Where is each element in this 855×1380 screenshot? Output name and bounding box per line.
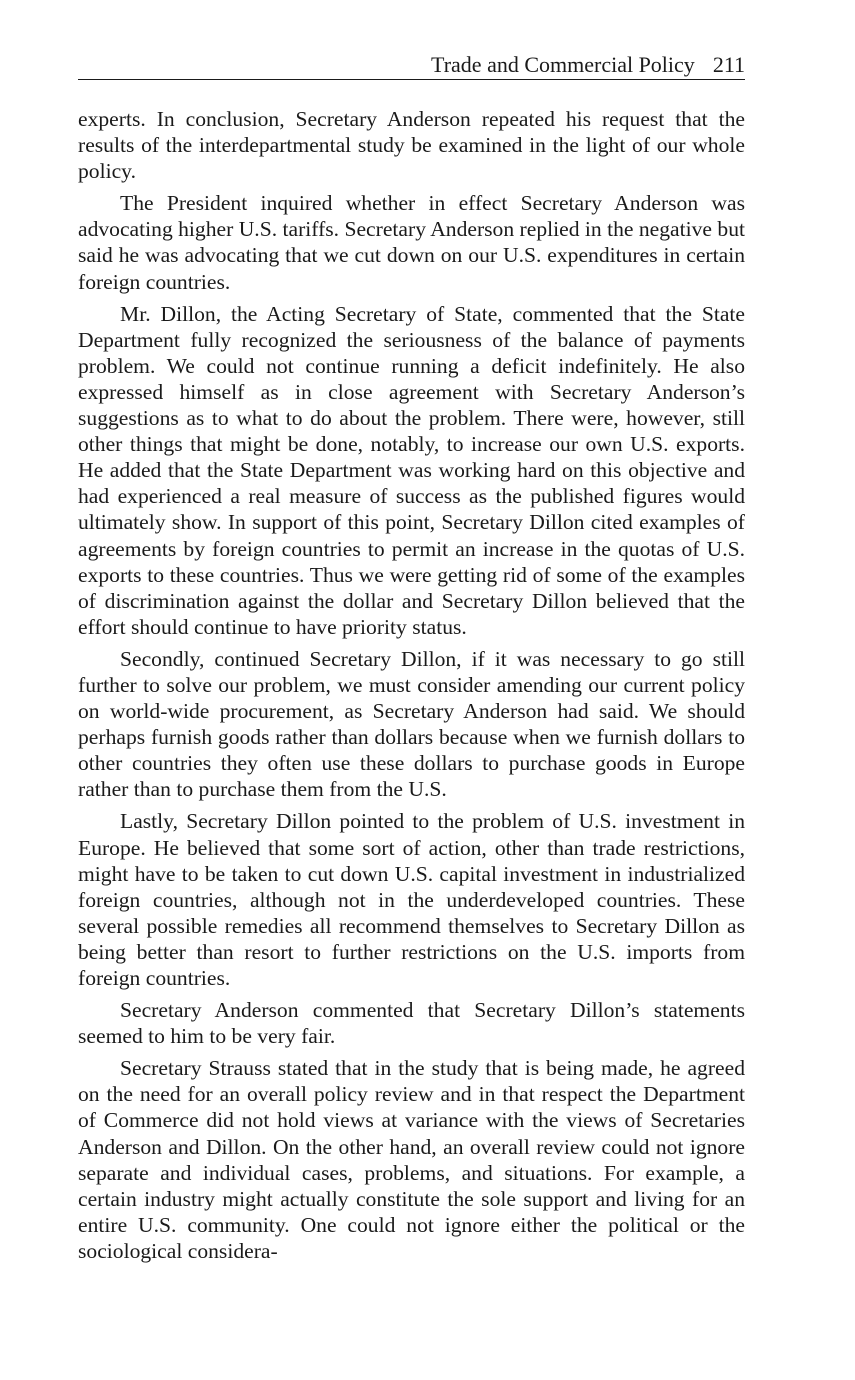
paragraph-dillon-investment: Lastly, Secretary Dillon pointed to the problem of U.S. investment in Europe. He believed that some sort of action, other than trade restrictions, might have to be taken to cut down U.S. capital investment in industrialized foreign countries, although not in the underdeveloped countries. These several possible remedies all recommend themselves to Secretary Dillon as being better than resort to further restrictions on the U.S. imports from foreign countries.: [78, 809, 745, 990]
paragraph-anderson-comment: Secretary Anderson commented that Secretary Dillon’s statements seemed to him to be very fair.: [78, 998, 745, 1049]
page-number: 211: [712, 52, 745, 77]
body-text: [78, 106, 745, 1270]
paragraph-dillon-balance-of-payments: Mr. Dillon, the Acting Secretary of State, commented that the State Department fully recognized the seriousness of the balance of payments problem. We could not continue running a deficit indefinitely. He also expressed himself as in close agreement with Secretary Anderson’s suggestions as to what to do about the problem. There were, however, still other things that might be done, notably, to increase our own U.S. exports. He added that the State Department was working hard on this objective and had experienced a real measure of success as the published figures would ultimately show. In support of this point, Secretary Dillon cited examples of agreements by foreign countries to permit an increase in the quotas of U.S. exports to these countries. Thus we were getting rid of some of the examples of discrimination against the dollar and Secretary Dillon believed that the effort should continue to have priority status.: [78, 301, 745, 639]
paragraph-continued: experts. In conclusion, Secretary Anderson repeated his request that the results of the interdepartmental study be examined in the light of our whole policy.: [78, 107, 745, 184]
paragraph-dillon-procurement: Secondly, continued Secretary Dillon, if it was necessary to go still further to solve our problem, we must consider amending our current policy on world-wide procurement, as Secretary Anderson had said. We should perhaps furnish goods rather than dollars because when we furnish dollars to other countries they often use these dollars to purchase goods in Europe rather than to purchase them from the U.S.: [78, 646, 745, 802]
document-page: [78, 0, 745, 1380]
paragraph-president-tariffs: The President inquired whether in effect Secretary Anderson was advocating higher U.S. tariffs. Secretary Anderson replied in the negative but said he was advocating that we cut down on our U.S. expenditures in certain foreign countries.: [78, 191, 746, 294]
running-header: [78, 50, 745, 80]
paragraph-strauss-review: Secretary Strauss stated that in the study that is being made, he agreed on the need for an overall policy review and in that respect the Department of Commerce did not hold views at variance with the views of Secretaries Anderson and Dillon. On the other hand, an overall review could not ignore separate and individual cases, problems, and situations. For example, a certain industry might actually constitute the sole support and living for an entire U.S. community. One could not ignore either the political or the sociological considera-: [78, 1056, 745, 1263]
running-title: Trade and Commercial Policy: [431, 52, 695, 77]
